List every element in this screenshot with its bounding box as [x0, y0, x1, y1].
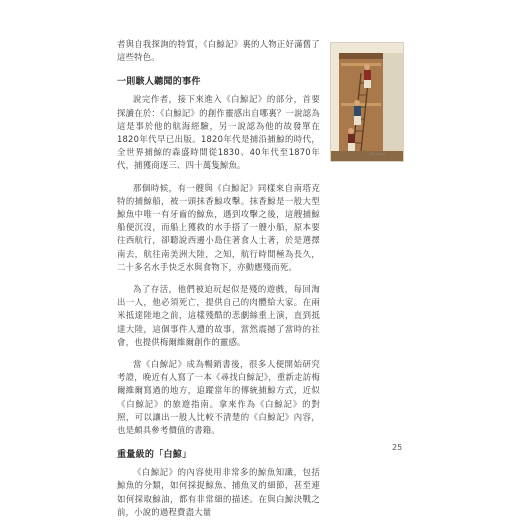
body-text-column	[117, 38, 320, 528]
paragraph-survival: 為了存活，他們被迫玩起似是殘的遊戲，每回淘出一人，他必須死亡，提供自己的肉體給大家。在兩米抵達陸地之前，這樣殘酷的悲劇絲重上演，直到抵達大陸，這個事件人遭的故事，當然震撼了當時的社會，也提供梅爾維爾創作的靈感。	[117, 284, 320, 347]
paragraph-research: 當《白鯨記》成為暢銷書後，很多人便開始研究考證，晚近有人寫了一本《尋找白鯨記》，重新走訪梅爾維爾寫過的地方，追蹤當年的傳統捕鯨方式，近似《白鯨記》的旅遊指南。拿來作為《白鯨記》的對照，可以讓出一般人比較不清楚的《白鯨記》內容，也是頗具參考價值的書籍。	[117, 359, 320, 436]
page-number: 25	[392, 443, 403, 452]
paragraph-whaleship-attack: 那個時候，有一艘與《白鯨記》同樣來自南塔克特的捕鯨船，被一頭抹香鯨攻擊。抹香鯨是一般大型鯨魚中唯一有牙齒的鯨魚，遇到攻擊之後，這艘捕鯨船便沉沒，而船上獲救的水手搭了一艘小船，原本要往西航行，卻聽說西邊小島住著食人土著，於是選擇南去，航往南美洲大陸，之知，航行時間極為長久，二十多名水手快乏水與食物下，亦動應殘而死。	[117, 182, 320, 272]
illustration-caption: Nantucket	[370, 152, 386, 156]
section-heading-whale: 重量級的「白鯨」	[117, 450, 192, 461]
sailors-illustration	[330, 42, 404, 162]
paragraph-intro: 者與自我探詢的特質，《白鯨記》裏的人物正好滿舊了這些特色。	[117, 39, 320, 63]
paragraph-whale-knowledge: 《白鯨記》的內容使用非常多的鯨魚知識，包括鯨魚的分類，如何採捉鯨魚、捕魚叉的細節，甚至連如何採取鯨油，都有非常細的描述。在與白鯨決戰之前，小說的過程費盡大量	[117, 467, 320, 517]
section-heading-incident: 一則駭人聽聞的事件	[117, 77, 201, 88]
paragraph-inspiration: 說完作者，接下來進入《白鯨記》的部分，首要探讀在於：《白鯨記》的創作靈感出自哪裏？一說認為這是事於他的航海經驗，另一說認為他的故發單在1820年代早已出版。1820年代是捕沿捕鯨的時代，全世界捕鯨的森盛時間從1830、40年代至1870年代，捕獲商逐三、四十萬隻鯨魚。	[117, 94, 320, 171]
